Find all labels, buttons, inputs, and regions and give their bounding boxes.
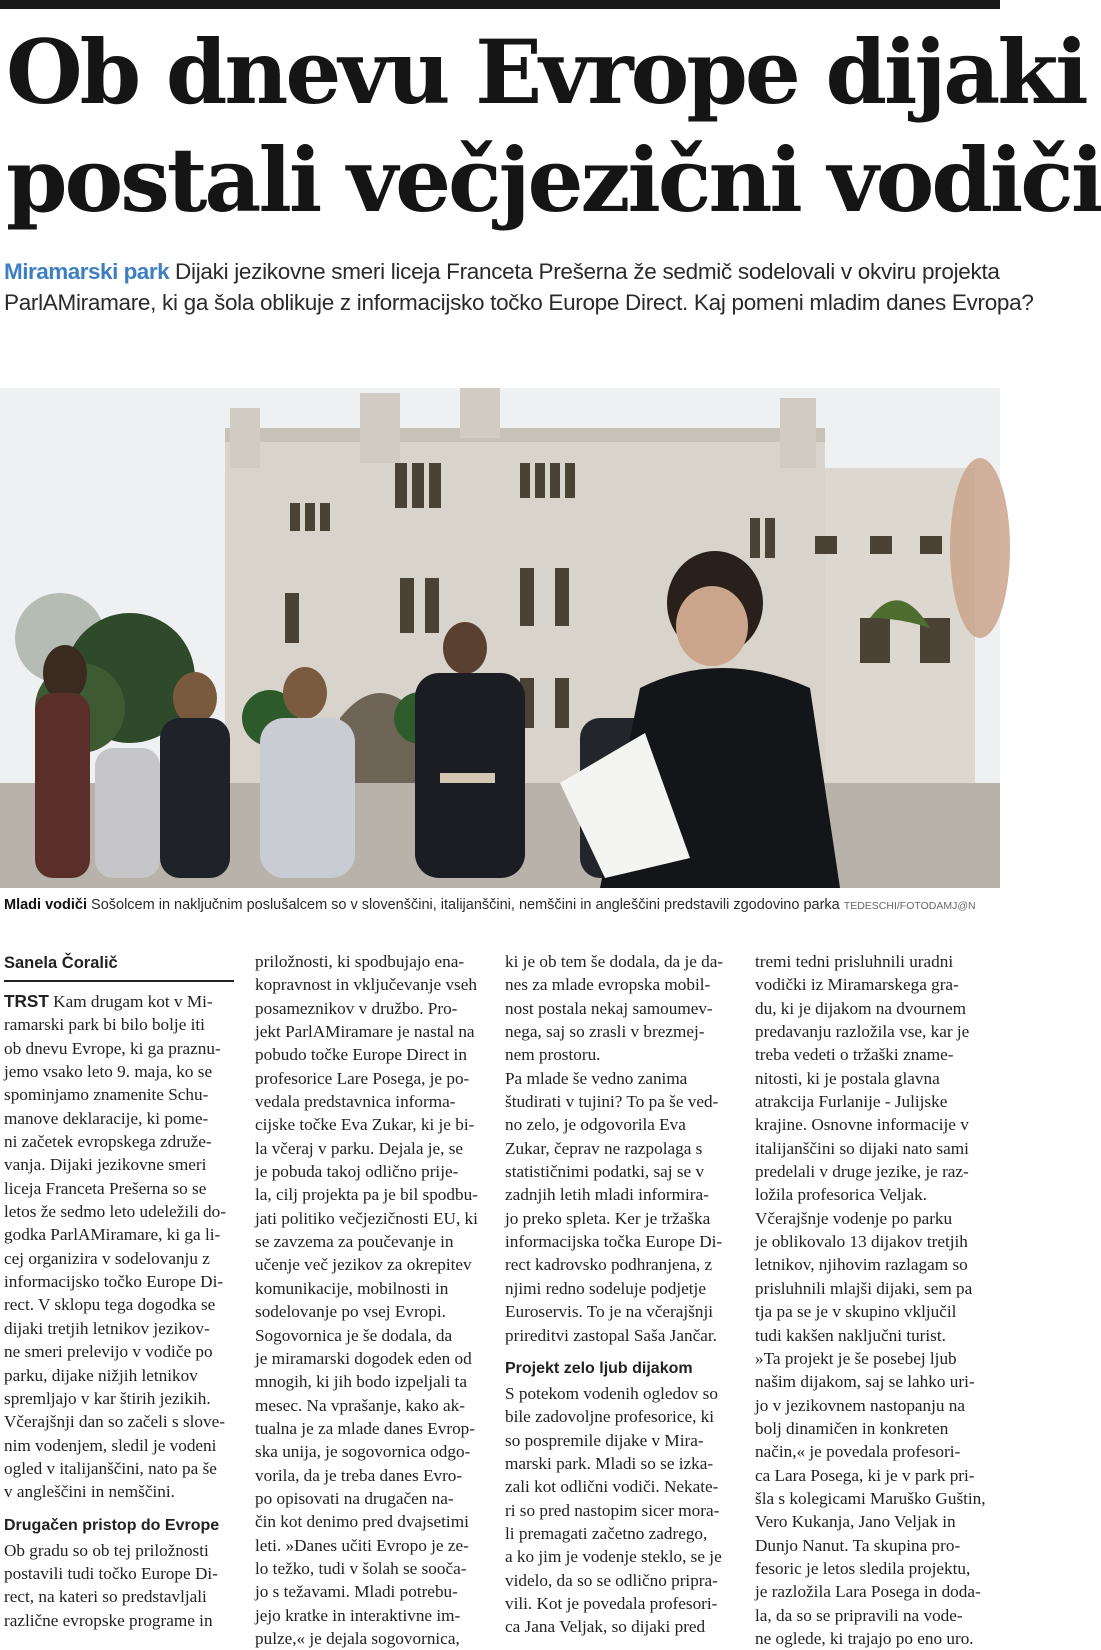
article-line: rect kadrovsko podhranjena, z <box>505 1255 713 1275</box>
article-line: tja pa se je v skupino vključil <box>755 1302 957 1322</box>
article-line: tualna je za mlade danes Evrop- <box>255 1418 475 1438</box>
article-column-4 <box>755 950 1000 1650</box>
article-line: po opisovati na drugačen na- <box>255 1488 454 1508</box>
article-line: dijaki tretjih letnikov jezikov- <box>4 1318 210 1338</box>
article-line: komunikacije, mobilnosti in <box>255 1278 449 1298</box>
article-line: Vero Kukanja, Jano Veljak in <box>755 1512 956 1532</box>
article-line: našim dijakom, saj se lahko uri- <box>755 1372 975 1392</box>
article-line: nega, saj so zrasli v brezmej- <box>505 1022 705 1042</box>
article-photo <box>0 388 1000 888</box>
article-line: ogled v italijanščini, nato pa še <box>4 1458 217 1478</box>
article-line: nem prostoru. <box>505 1045 601 1065</box>
article-line: nitosti, ki je postala glavna <box>755 1068 940 1088</box>
article-line: ne smeri prelevijo v vodiče po <box>4 1342 213 1362</box>
article-line: sodelovanje po vsej Evropi. <box>255 1302 446 1322</box>
article-line: jo s težavami. Mladi potrebu- <box>255 1582 458 1602</box>
article-line: informacijska točka Europe Di- <box>505 1232 723 1252</box>
article-line: manove deklaracije, ki pome- <box>4 1108 209 1128</box>
article-line: učenje več jezikov za okrepitev <box>255 1255 472 1275</box>
headline-line-1: Ob dnevu Evrope dijaki <box>6 20 1086 124</box>
article-line: nost postala nekaj samoumev- <box>505 998 713 1018</box>
headline <box>6 18 1101 234</box>
article-line: lo težko, tudi v šolah se sooča- <box>255 1558 467 1578</box>
article-line: mnogih, ki jih bodo izpeljali ta <box>255 1372 467 1392</box>
article-line: nim vodenjem, sledil je vodeni <box>4 1435 217 1455</box>
article-line: v angleščini in nemščini. <box>4 1482 175 1502</box>
article-line: letnikov, njihovim razlagam so <box>755 1255 968 1275</box>
article-line: vili. Kot je povedala profesori- <box>505 1593 718 1613</box>
article-line: šla s kolegicami Maruško Guštin, <box>755 1488 986 1508</box>
article-line: se zavzema za poučevanje in <box>255 1232 454 1252</box>
article-line: mesec. Na vprašanje, kako ak- <box>255 1395 465 1415</box>
article-line: zadnjih letih mladi informira- <box>505 1185 709 1205</box>
headline-line-2: postali večjezični vodiči <box>6 128 1101 232</box>
caption-text: Sošolcem in naključnim poslušalcem so v slovenščini, italijanščini, nemščini in angleščini predstavili zgodovino parka <box>87 897 844 913</box>
article-line: vanja. Dijaki jezikovne smeri <box>4 1155 207 1175</box>
article-line: je oblikovalo 13 dijakov tretjih <box>755 1232 968 1252</box>
article-line: tremi tedni prisluhnili uradni <box>755 952 954 971</box>
article-line: njimi redno sodeluje podjetje <box>505 1278 706 1298</box>
article-line: pulze,« je dejala sogovornica, <box>255 1628 460 1648</box>
article-line: bolj dinamičen in konkreten <box>755 1418 949 1438</box>
article-line: jemo vsako leto 9. maja, ko se <box>4 1062 213 1082</box>
subhead: Projekt zelo ljub dijakom <box>505 1359 693 1377</box>
article-line: prisluhnili mlajši dijaki, sem pa <box>755 1278 973 1298</box>
article-line: »Ta projekt je še posebej ljub <box>755 1348 957 1368</box>
photo-illustration <box>0 388 1000 888</box>
article-line: Včerajšnje vodenje po parku <box>755 1208 953 1228</box>
article-line: profesorice Lare Posega, je po- <box>255 1068 470 1088</box>
article-line: Sogovornica je še dodala, da <box>255 1325 453 1345</box>
article-line: cej organizira v sodelovanju z <box>4 1248 210 1268</box>
article-line: posameznikov v družbo. Pro- <box>255 998 458 1018</box>
article-line: krajine. Osnovne informacije v <box>755 1115 969 1135</box>
article-line: leti. »Danes učiti Evropo je ze- <box>255 1535 469 1555</box>
lead-text-1: Dijaki jezikovne smeri liceja Franceta Prešerna že sedmič sodelovali v okviru projekta <box>169 259 1000 284</box>
article-line: predelali v druge jezike, je raz- <box>755 1162 969 1182</box>
article-line: la, da so se pripravili na vode- <box>755 1605 963 1625</box>
article-line: tudi kakšen naključni turist. <box>755 1325 946 1345</box>
article-line: jekt ParlAMiramare je nastal na <box>255 1022 475 1042</box>
photo-caption <box>4 896 1000 915</box>
article-line: prireditvi zastopal Saša Jančar. <box>505 1325 717 1345</box>
article-line: la včeraj v parku. Dejala je, se <box>255 1138 464 1158</box>
top-rule <box>0 0 1000 9</box>
article-line: no zelo, je odgovorila Eva <box>505 1115 686 1135</box>
article-line: Zukar, čeprav ne razpolaga s <box>505 1138 703 1158</box>
lead-line-1 <box>4 256 1000 287</box>
article-line: bile zadovoljne profesorice, ki <box>505 1407 715 1427</box>
article-line: Ob gradu so ob tej priložnosti <box>4 1540 209 1560</box>
article-line: ca Jana Veljak, so dijaki pred <box>505 1617 706 1637</box>
photo-credit: TEDESCHI/FOTODAMJ@N <box>843 900 976 912</box>
article-line: je pobuda takoj odlično prije- <box>255 1162 459 1182</box>
article-line: ska unija, je sogovornica odgo- <box>255 1442 471 1462</box>
dateline: TRST <box>4 991 49 1011</box>
subhead: Drugačen pristop do Evrope <box>4 1516 220 1534</box>
article-line: treba vedeti o tržaški zname- <box>755 1045 954 1065</box>
article-line: li premagati začetno zadrego, <box>505 1523 708 1543</box>
article-line: kopravnost in vključevanje vseh <box>255 975 477 995</box>
article-line: S potekom vodenih ogledov so <box>505 1383 718 1403</box>
article-column-3 <box>505 950 735 1639</box>
article-line: nes za mlade evropska mobil- <box>505 975 711 995</box>
article-line: ri so pred nastopim sicer mora- <box>505 1500 720 1520</box>
article-line: ložila profesorica Veljak. <box>755 1185 927 1205</box>
article-line: je razložila Lara Posega in doda- <box>755 1582 981 1602</box>
article-line: jo v jezikovnem nastopanju na <box>755 1395 966 1415</box>
article-line: la, cilj projekta pa je bil spodbu- <box>255 1185 478 1205</box>
article-line: italijanščini so dijaki nato sami <box>755 1138 969 1158</box>
article-line: zali kot odlični vodiči. Nekate- <box>505 1477 719 1497</box>
article-line: Euroservis. To je na včerajšnji <box>505 1302 714 1322</box>
lead-paragraph <box>4 256 1034 318</box>
caption-label: Mladi vodiči <box>4 897 87 913</box>
article-line: videlo, da so se odlično pripra- <box>505 1570 718 1590</box>
article-line: du, ki je dijakom na dvournem <box>755 998 966 1018</box>
article-line: ni začetek evropskega združe- <box>4 1132 212 1152</box>
article-line: atrakcija Furlanije - Julijske <box>755 1092 948 1112</box>
article-line: vodički iz Miramarskega gra- <box>755 975 959 995</box>
article-column-1 <box>4 950 234 1632</box>
article-line: letos že sedmo leto udeležili do- <box>4 1202 226 1222</box>
article-line: pobudo točke Europe Direct in <box>255 1045 467 1065</box>
article-line: so pospremile dijake v Mira- <box>505 1430 704 1450</box>
article-line: fesoric je letos sledila projektu, <box>755 1558 971 1578</box>
article-line: postavili tudi točko Europe Di- <box>4 1563 218 1583</box>
byline: Sanela Čoralič <box>4 950 234 982</box>
article-line: ca Lara Posega, ki je v park pri- <box>755 1465 975 1485</box>
article-line: ob dnevu Evrope, ki ga praznu- <box>4 1038 221 1058</box>
article-line: godka ParlAMiramare, ki ga li- <box>4 1225 221 1245</box>
article-line: a ko jim je vodenje steklo, se je <box>505 1547 722 1567</box>
article-line: spominjamo znamenite Schu- <box>4 1085 209 1105</box>
article-line: Včerajšnji dan so začeli s slove- <box>4 1412 225 1432</box>
article-line: študirati v tujini? To pa še ved- <box>505 1092 719 1112</box>
article-line: marski park. Mladi so se izka- <box>505 1453 714 1473</box>
article-line: vedala predstavnica informa- <box>255 1092 456 1112</box>
article-line: parku, dijake nižjih letnikov <box>4 1365 198 1385</box>
article-line: čin kot denimo pred dvajsetimi <box>255 1512 469 1532</box>
article-line: liceja Franceta Prešerna so se <box>4 1178 207 1198</box>
article-line: ne oglede, ki trajajo po eno uro. <box>755 1628 974 1648</box>
article-line: ki je ob tem še dodala, da je da- <box>505 952 724 971</box>
article-line: Dunjo Nanut. Ta skupina pro- <box>755 1535 961 1555</box>
article-line: spremljajo v kar štirih jezikih. <box>4 1388 211 1408</box>
article-line: je miramarski dogodek eden od <box>255 1348 472 1368</box>
article-line: način,« je povedala profesori- <box>755 1442 961 1462</box>
article-line: rect, na kateri so predstavljali <box>4 1587 207 1607</box>
article-line: različne evropske programe in <box>4 1610 213 1630</box>
article-line: informacijsko točko Europe Di- <box>4 1272 224 1292</box>
lead-line-2: ParlAMiramare, ki ga šola oblikuje z informacijsko točko Europe Direct. Kaj pomeni mladim danes Evropa? <box>4 290 1034 315</box>
article-line: rect. V sklopu tega dogodka se <box>4 1295 216 1315</box>
article-line: predavanju razložila vse, kar je <box>755 1022 970 1042</box>
article-line: ramarski park bi bilo bolje iti <box>4 1015 205 1035</box>
article-line: jo preko spleta. Ker je tržaška <box>505 1208 711 1228</box>
article-line: statističnimi podatki, saj se v <box>505 1162 705 1182</box>
article-line: cijske točke Eva Zukar, ki je bi- <box>255 1115 475 1135</box>
article-column-2 <box>255 950 485 1650</box>
article-line: priložnosti, ki spodbujajo ena- <box>255 952 465 971</box>
article-line: vorila, da je treba danes Evro- <box>255 1465 463 1485</box>
article-line: jati politiko večjezičnosti EU, ki <box>255 1208 478 1228</box>
article-line: Pa mlade še vedno zanima <box>505 1068 688 1088</box>
article-line: jejo kratke in interaktivne im- <box>255 1605 461 1625</box>
article-line: TRST Kam drugam kot v Mi- <box>4 991 213 1011</box>
kicker: Miramarski park <box>4 259 170 284</box>
